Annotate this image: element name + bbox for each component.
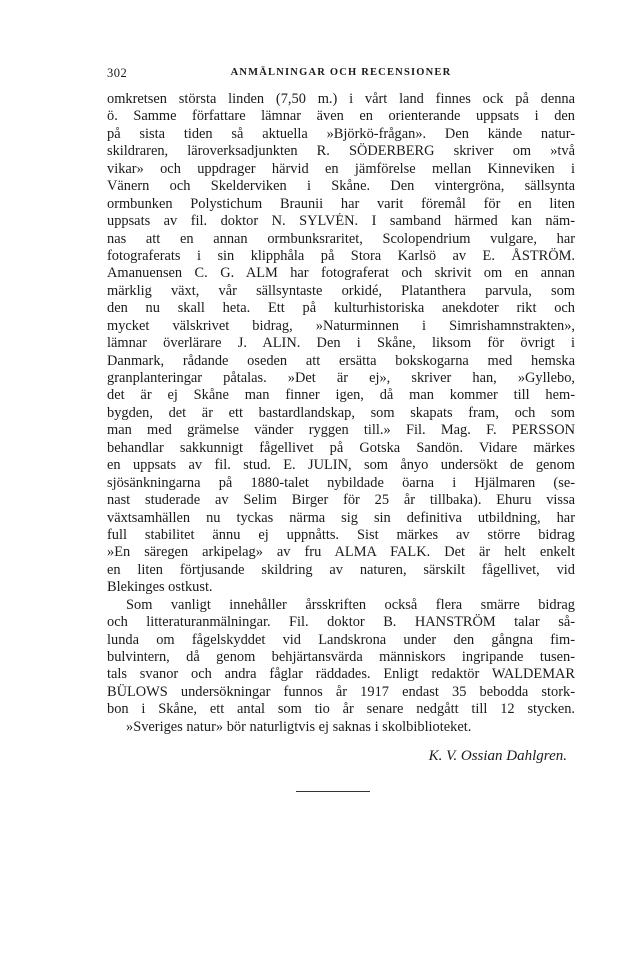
text-line: Amanuensen C. G. ALM har fotograferat och skrivit om en annan bbox=[107, 265, 575, 282]
text-line: växtsamhällen nu tyckas närma sig sin definitiva utbildning, har bbox=[107, 509, 575, 526]
page-header bbox=[107, 66, 575, 84]
text-line: »Sveriges natur» bör naturligtvis ej saknas i skolbiblioteket. bbox=[126, 718, 472, 735]
text-line: bygden, det är ett bastardlandskap, som skapats fram, och som bbox=[107, 404, 575, 421]
text-line: lämnar överlärare J. ALIN. Den i Skåne, liksom för övrigt i bbox=[107, 335, 575, 352]
signature: K. V. Ossian Dahlgren. bbox=[428, 748, 567, 765]
text-line: »En säregen arkipelag» av fru ALMA FALK. Det är helt enkelt bbox=[107, 544, 575, 561]
text-line: fotograferats i sin klipphåla på Stora Karlsö av E. ÅSTRÖM. bbox=[107, 247, 575, 264]
text-line: Som vanligt innehåller årsskriften också flera smärre bidrag bbox=[126, 596, 575, 613]
text-line: Blekinges ostkust. bbox=[107, 579, 213, 596]
text-line: Vänern och Skelderviken i Skåne. Den vintergröna, sällsynta bbox=[107, 178, 575, 195]
text-line: märklig växt, vår sällsyntaste orkidé, Platanthera parvula, som bbox=[107, 282, 575, 299]
text-line: ormbunken Polystichum Braunii har varit föremål för en liten bbox=[107, 195, 575, 212]
text-line: en liten förtjusande skildring av naturen, särskilt fågellivet, vid bbox=[107, 561, 575, 578]
text-line: tals svanor och andra fåglar räddades. Enligt redaktör WALDEMAR bbox=[107, 666, 575, 683]
text-line: Danmark, rådande oseden att ersätta bokskogarna med hemska bbox=[107, 352, 575, 369]
text-line: lunda om fågelskyddet vid Landskrona under den gångna fim- bbox=[107, 631, 575, 648]
text-line: och litteraturanmälningar. Fil. doktor B. HANSTRÖM talar så- bbox=[107, 614, 575, 631]
text-line: mycket välskrivet bidrag, »Naturminnen i Simrishamnstrakten», bbox=[107, 317, 575, 334]
text-line: skildraren, läroverksadjunkten R. SÖDERBERG skriver om »två bbox=[107, 143, 575, 160]
text-line: det är ej Skåne man finner igen, då man kommer till hem- bbox=[107, 387, 575, 404]
text-line: granplanteringar påtalas. »Det är ej», skriver han, »Gyllebo, bbox=[107, 370, 575, 386]
text-line: omkretsen största linden (7,50 m.) i vårt land finnes ock på denna bbox=[107, 91, 575, 107]
body-text bbox=[107, 91, 575, 767]
page-number: 302 bbox=[107, 66, 128, 80]
running-head: ANMÄLNINGAR OCH RECENSIONER bbox=[230, 67, 452, 78]
text-line: behandlar sakkunnigt fågellivet på Gotska Sandön. Vidare märkes bbox=[107, 439, 575, 456]
text-line: nas att en annan ormbunksraritet, Scolopendrium vulgare, har bbox=[107, 230, 575, 247]
text-line: den nu skall heta. Ett på kulturhistoriska anekdoter rikt och bbox=[107, 300, 575, 317]
text-line: bulvintern, då genom behjärtansvärda människors ingripande tusen- bbox=[107, 649, 575, 665]
text-line: ö. Samme författare lämnar även en orienterande uppsats i den bbox=[107, 108, 575, 125]
text-line: uppsats av fil. doktor N. SYLVÉN. I samband härmed kan näm- bbox=[107, 213, 575, 230]
text-line: en uppsats av fil. stud. E. JULIN, som ånyo undersökt de genom bbox=[107, 457, 575, 474]
text-line: på sista tiden så aktuella »Björkö-frågan». Den kände natur- bbox=[107, 125, 575, 142]
text-line: BÜLOWS undersökningar funnos år 1917 endast 35 bebodda stork- bbox=[107, 683, 575, 700]
text-line: man med grämelse vänder ryggen till.» Fil. Mag. F. PERSSON bbox=[107, 422, 575, 439]
closing-rule bbox=[296, 791, 370, 792]
text-line: vikar» och uppdrager härvid en jämförelse mellan Kinneviken i bbox=[107, 160, 575, 177]
text-line: nast studerade av Selim Birger för 25 år tillbaka). Ehuru vissa bbox=[107, 492, 575, 509]
text-line: full stabilitet ännu ej uppnåtts. Sist märkes av större bidrag bbox=[107, 526, 575, 543]
text-line: bon i Skåne, ett antal som tio år senare nedgått till 12 stycken. bbox=[107, 701, 575, 718]
text-line: sjösänkningarna på 1880-talet nybildade öarna i Hjälmaren (se- bbox=[107, 474, 575, 491]
